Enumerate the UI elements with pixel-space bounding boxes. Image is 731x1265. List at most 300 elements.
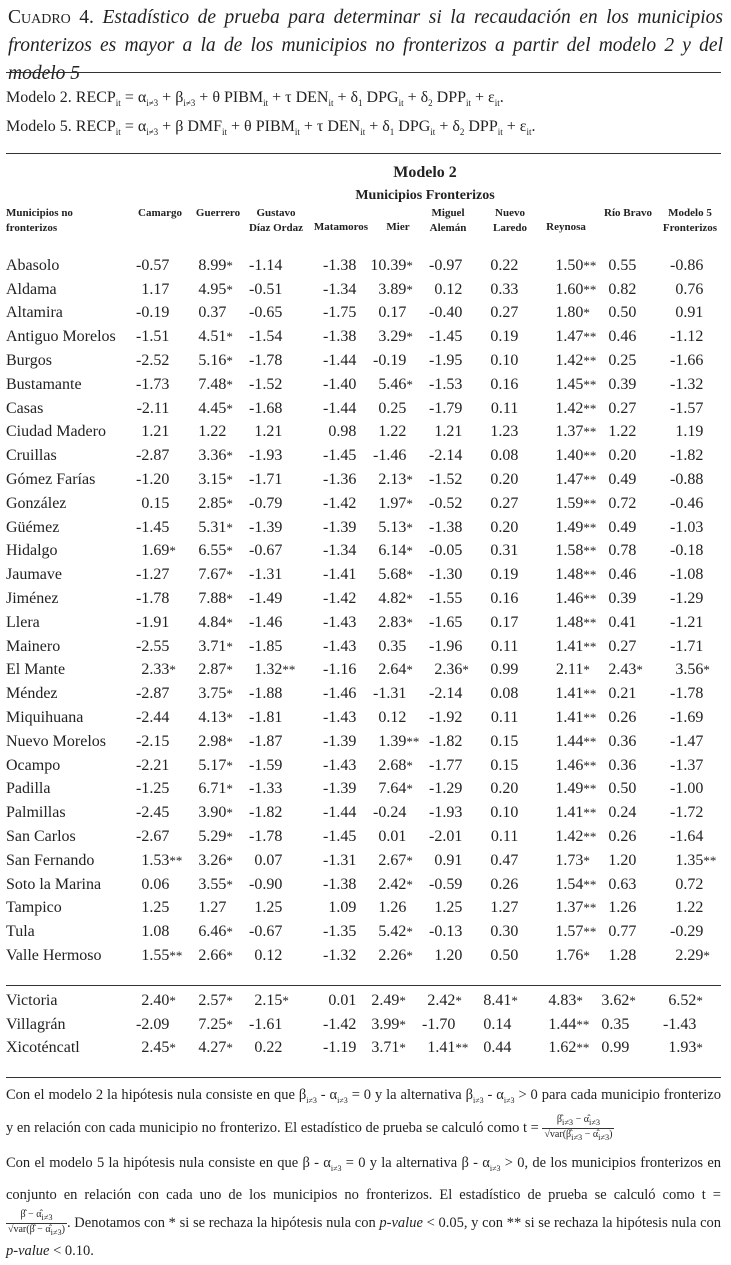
municipality-name: Villagrán: [6, 1015, 66, 1033]
stat-cell: 0.20: [490, 518, 519, 536]
stat-cell: 1.47**: [555, 471, 597, 489]
table-row: [6, 397, 717, 421]
stat-cell: 1.19: [675, 423, 704, 441]
municipality-name: Soto la Marina: [6, 875, 102, 893]
stat-cell: 6.55*: [198, 542, 233, 560]
stat-cell: 0.06: [141, 875, 170, 893]
stat-cell: -0.24: [373, 804, 407, 822]
stat-cell: -0.19: [136, 304, 170, 322]
stat-cell: -1.00: [670, 780, 704, 798]
stat-cell: -1.20: [136, 471, 170, 489]
stat-cell: -1.44: [323, 804, 357, 822]
stat-cell: -1.59: [249, 756, 283, 774]
stat-cell: 3.56*: [675, 661, 710, 679]
stat-cell: -1.42: [323, 590, 357, 608]
stat-cell: -1.29: [670, 590, 704, 608]
municipality-name: González: [6, 494, 67, 512]
stat-cell: -1.78: [249, 352, 283, 370]
stat-cell: 1.22: [608, 423, 637, 441]
stat-cell: 0.44: [483, 1039, 512, 1057]
stat-cell: 1.21: [141, 423, 170, 441]
stat-cell: 1.93*: [668, 1039, 703, 1057]
stat-cell: -1.85: [249, 637, 283, 655]
stat-cell: -1.91: [136, 613, 170, 631]
column-header: Modelo 5 Fronterizos: [662, 207, 718, 234]
stat-cell: -1.38: [323, 256, 357, 274]
stat-cell: 3.55*: [198, 875, 233, 893]
stat-cell: 2.98*: [198, 732, 233, 750]
column-header: Guerrero: [195, 207, 241, 219]
municipality-name: Ciudad Madero: [6, 423, 106, 441]
stat-cell: 0.39: [608, 375, 637, 393]
column-header: Mier: [386, 221, 410, 233]
stat-cell: 0.15: [490, 732, 519, 750]
table-row: [6, 801, 717, 825]
stat-cell: 1.32**: [254, 661, 296, 679]
municipality-name: San Fernando: [6, 851, 95, 869]
model-equations: [6, 86, 721, 144]
stat-cell: 1.37**: [555, 423, 597, 441]
stat-cell: 0.27: [608, 637, 637, 655]
stat-cell: -1.52: [249, 375, 283, 393]
stat-cell: 1.46**: [555, 590, 597, 608]
stat-cell: 2.87*: [198, 661, 233, 679]
table-row: [6, 563, 717, 587]
stat-cell: 2.40*: [141, 991, 176, 1009]
table-caption: [8, 4, 723, 88]
stat-cell: 1.26: [608, 899, 637, 917]
stat-cell: -0.59: [429, 875, 463, 893]
stat-cell: -0.29: [670, 923, 704, 941]
stat-cell: 1.57**: [555, 923, 597, 941]
stat-cell: -2.67: [136, 828, 170, 846]
stat-cell: -1.47: [670, 732, 704, 750]
municipality-name: Tula: [6, 923, 35, 941]
stat-cell: 4.83*: [548, 991, 583, 1009]
stat-cell: 0.07: [254, 851, 283, 869]
stat-cell: 1.55**: [141, 947, 183, 964]
stat-cell: -1.81: [249, 709, 283, 727]
stat-cell: -1.77: [429, 756, 463, 774]
stat-cell: -1.78: [136, 590, 170, 608]
stat-cell: 0.22: [254, 1039, 283, 1057]
stat-cell: -1.39: [323, 732, 357, 750]
stat-cell: 1.25: [254, 899, 283, 917]
table-row: [6, 349, 717, 373]
stat-cell: -1.71: [670, 637, 704, 655]
table-row: [6, 825, 717, 849]
column-header: Río Bravo: [604, 207, 652, 219]
stat-cell: 0.50: [490, 947, 519, 964]
stat-cell: 2.33*: [141, 661, 176, 679]
table-row: [6, 516, 717, 540]
stat-cell: 10.39*: [370, 256, 413, 274]
stat-cell: 8.99*: [198, 256, 233, 274]
stat-cell: 0.37: [198, 304, 227, 322]
stat-cell: 4.84*: [198, 613, 233, 631]
stat-cell: 2.26*: [378, 947, 413, 964]
stat-cell: -1.52: [429, 471, 463, 489]
municipality-name: Bustamante: [6, 375, 82, 393]
stat-cell: -0.57: [136, 256, 170, 274]
stat-cell: -1.42: [323, 494, 357, 512]
stat-cell: 0.46: [608, 566, 637, 584]
stat-cell: 1.20: [608, 851, 637, 869]
stat-cell: 0.50: [608, 304, 637, 322]
stat-cell: -1.40: [323, 375, 357, 393]
stat-cell: 3.90*: [198, 804, 233, 822]
municipality-name: Mainero: [6, 637, 61, 655]
stat-cell: -1.45: [136, 518, 170, 536]
stat-cell: -1.51: [136, 328, 170, 346]
stat-cell: -1.70: [422, 1015, 456, 1033]
stat-cell: 1.21: [254, 423, 283, 441]
municipality-name: Xicoténcatl: [6, 1039, 80, 1057]
stat-cell: 6.14*: [378, 542, 413, 560]
stat-cell: 2.83*: [378, 613, 413, 631]
stat-cell: 3.71*: [371, 1039, 406, 1057]
municipality-name: Tampico: [6, 899, 62, 917]
stat-cell: 1.54**: [555, 875, 597, 893]
stat-cell: 1.44**: [548, 1015, 590, 1033]
stat-cell: -1.95: [429, 352, 463, 370]
bottom-rule: [6, 1077, 721, 1078]
municipality-name: Valle Hermoso: [6, 947, 102, 964]
stat-cell: 0.08: [490, 685, 519, 703]
table-row: [6, 706, 717, 730]
stat-cell: 1.97*: [378, 494, 413, 512]
stat-cell: -1.93: [429, 804, 463, 822]
stat-cell: 1.59**: [555, 494, 597, 512]
stat-cell: -1.14: [249, 256, 283, 274]
stat-cell: 0.47: [490, 851, 519, 869]
stat-cell: 1.45**: [555, 375, 597, 393]
stat-cell: 7.48*: [198, 375, 233, 393]
footnote-model-5: Con el modelo 5 la hipótesis nula consiste en que $\beta - \alpha_{i\ne 3} = 0$ y la alternativa $\beta - \alpha_{i\ne 3} > 0$, de los municipios fronterizos en conjunto en relación con cada uno de los municipios no fronterizos. El estadístico de prueba se calculó como t = $\frac{\betâ - \alphâ_{i\ne 3}}{√var(\betâ - \alphâ_{i\ne 3})}$ . Denotamos con * si se rechaza la hipótesis nula con p-value < 0.05, y con ** si se rechaza la hipótesis nula con p-value < 0.10.: [6, 1155, 722, 1259]
table-row: [6, 944, 717, 968]
stat-cell: 0.33: [490, 280, 519, 298]
stat-cell: 1.49**: [555, 780, 597, 798]
top-rule: [6, 72, 721, 73]
stat-cell: -1.61: [249, 1015, 283, 1033]
stat-cell: -1.43: [323, 709, 357, 727]
stat-cell: 8.41*: [483, 991, 518, 1009]
stat-cell: 0.99: [490, 661, 519, 679]
stat-cell: 1.48**: [555, 613, 597, 631]
stat-cell: -0.13: [429, 923, 463, 941]
municipality-name: El Mante: [6, 661, 66, 679]
stat-cell: 0.31: [490, 542, 519, 560]
table-row: [6, 682, 717, 706]
stat-cell: 2.29*: [675, 947, 710, 964]
table-row: [6, 540, 717, 564]
stat-cell: -2.11: [136, 399, 170, 417]
stat-cell: -1.57: [670, 399, 704, 417]
stat-cell: 1.42**: [555, 828, 597, 846]
stat-cell: -1.92: [429, 709, 463, 727]
stat-cell: -1.78: [249, 828, 283, 846]
stat-cell: 0.27: [490, 494, 519, 512]
stat-cell: -0.51: [249, 280, 283, 298]
table-row: [6, 421, 717, 445]
stat-cell: 0.16: [490, 375, 519, 393]
stat-cell: -1.30: [429, 566, 463, 584]
stat-cell: 4.82*: [378, 590, 413, 608]
stat-cell: 0.76: [675, 280, 704, 298]
stat-cell: 0.21: [608, 685, 637, 703]
stat-cell: 0.72: [608, 494, 637, 512]
stat-cell: 5.68*: [378, 566, 413, 584]
stat-cell: 2.85*: [198, 494, 233, 512]
column-header: Reynosa: [546, 221, 586, 233]
stat-cell: 1.21: [434, 423, 463, 441]
stat-cell: 0.20: [490, 780, 519, 798]
stat-cell: -1.27: [136, 566, 170, 584]
stat-cell: -1.39: [323, 780, 357, 798]
stat-cell: 0.27: [608, 399, 637, 417]
stat-cell: -2.14: [429, 685, 463, 703]
stat-cell: 1.41**: [555, 685, 597, 703]
stat-cell: 2.66*: [198, 947, 233, 964]
stat-cell: -2.55: [136, 637, 170, 655]
stat-cell: 1.41**: [555, 804, 597, 822]
stat-cell: 7.67*: [198, 566, 233, 584]
municipality-name: Jiménez: [6, 590, 59, 608]
stat-cell: -1.79: [429, 399, 463, 417]
stat-cell: 0.19: [490, 566, 519, 584]
stat-cell: -2.87: [136, 447, 170, 465]
stat-cell: 4.45*: [198, 399, 233, 417]
column-header: Nuevo Laredo: [492, 207, 528, 234]
table-row: [6, 873, 717, 897]
stat-cell: 5.13*: [378, 518, 413, 536]
stat-cell: 1.22: [675, 899, 704, 917]
stat-cell: -1.16: [323, 661, 357, 679]
table-row: [6, 325, 717, 349]
column-header: Camargo: [138, 207, 182, 219]
stat-cell: 0.55: [608, 256, 637, 274]
stat-cell: 1.73*: [555, 851, 590, 869]
stat-cell: -1.44: [323, 399, 357, 417]
municipality-name: Hidalgo: [6, 542, 58, 560]
stat-cell: 0.14: [483, 1015, 512, 1033]
stat-cell: -1.39: [323, 518, 357, 536]
stat-cell: 1.76*: [555, 947, 590, 964]
stat-cell: -0.90: [249, 875, 283, 893]
stat-cell: -1.71: [249, 471, 283, 489]
stat-cell: 5.46*: [378, 375, 413, 393]
stat-cell: -1.25: [136, 780, 170, 798]
table-row: [6, 920, 717, 944]
stat-cell: -0.79: [249, 494, 283, 512]
stat-cell: 1.42**: [555, 352, 597, 370]
stat-cell: 0.08: [490, 447, 519, 465]
stat-cell: -1.19: [323, 1039, 357, 1057]
stat-cell: -1.36: [323, 471, 357, 489]
stat-cell: 0.98: [328, 423, 357, 441]
stat-cell: 4.51*: [198, 328, 233, 346]
stat-cell: 6.52*: [668, 991, 703, 1009]
stat-cell: 1.47**: [555, 328, 597, 346]
stat-cell: -1.31: [323, 851, 357, 869]
stat-cell: -0.05: [429, 542, 463, 560]
table-row: [6, 302, 717, 326]
stat-cell: 1.41**: [555, 709, 597, 727]
stat-cell: 0.50: [608, 780, 637, 798]
stat-cell: 3.29*: [378, 328, 413, 346]
stat-cell: -1.46: [323, 685, 357, 703]
stat-cell: 0.99: [601, 1039, 630, 1057]
stat-cell: 2.64*: [378, 661, 413, 679]
stat-cell: -1.38: [429, 518, 463, 536]
municipality-name: Abasolo: [6, 256, 60, 274]
municipality-name: Padilla: [6, 780, 51, 798]
table-row: [6, 730, 717, 754]
municipality-name: Palmillas: [6, 804, 66, 822]
stat-cell: 2.36*: [434, 661, 469, 679]
stat-cell: -1.42: [323, 1015, 357, 1033]
data-table-main: [6, 254, 717, 968]
stat-cell: 1.26: [378, 899, 407, 917]
table-row: [6, 635, 717, 659]
stat-cell: -1.37: [670, 756, 704, 774]
table-row: [6, 444, 717, 468]
municipality-name: Casas: [6, 399, 44, 417]
stat-cell: 7.25*: [198, 1015, 233, 1033]
stat-cell: 0.01: [328, 991, 357, 1009]
stat-cell: 0.12: [254, 947, 283, 964]
stat-cell: 0.19: [490, 328, 519, 346]
stat-cell: -0.88: [670, 471, 704, 489]
stat-cell: 2.42*: [378, 875, 413, 893]
stat-cell: 7.64*: [378, 780, 413, 798]
stat-cell: -0.40: [429, 304, 463, 322]
stat-cell: -1.43: [323, 613, 357, 631]
stat-cell: -1.46: [249, 613, 283, 631]
stat-cell: 0.01: [378, 828, 407, 846]
mid-rule: [6, 153, 721, 154]
stat-cell: 0.11: [490, 709, 519, 727]
stat-cell: 6.71*: [198, 780, 233, 798]
stat-cell: -1.35: [323, 923, 357, 941]
stat-cell: 4.95*: [198, 280, 233, 298]
stat-cell: -1.39: [249, 518, 283, 536]
table-row: [6, 468, 717, 492]
stat-cell: -2.15: [136, 732, 170, 750]
model-heading: Modelo 2: [393, 164, 457, 181]
stat-cell: -0.18: [670, 542, 704, 560]
stat-cell: -1.68: [249, 399, 283, 417]
stat-cell: 2.11*: [555, 661, 590, 679]
stat-cell: 3.71*: [198, 637, 233, 655]
stat-cell: 0.26: [608, 709, 637, 727]
stat-cell: 1.50**: [555, 256, 597, 274]
stat-cell: 0.41: [608, 613, 637, 631]
stat-cell: 0.35: [378, 637, 407, 655]
stat-cell: 2.67*: [378, 851, 413, 869]
stat-cell: 1.41**: [555, 637, 597, 655]
stat-cell: -1.45: [429, 328, 463, 346]
stat-cell: -1.55: [429, 590, 463, 608]
group-rule: [6, 985, 721, 986]
stat-cell: 0.63: [608, 875, 637, 893]
stat-cell: -1.44: [323, 352, 357, 370]
test-statistic-formula-1: $\frac{\betâ_{i\ne 3} - \alphâ_{i\ne 3}}{√var(\betâ_{i\ne 3} - \alphâ_{i\ne 3})}$: [544, 1113, 613, 1142]
stat-cell: 0.36: [608, 732, 637, 750]
stat-cell: -1.34: [323, 280, 357, 298]
table-row: [6, 587, 717, 611]
stat-cell: 3.75*: [198, 685, 233, 703]
stat-cell: 2.49*: [371, 991, 406, 1009]
stat-cell: 0.12: [434, 280, 463, 298]
table-row: [6, 1013, 710, 1037]
stat-cell: 1.69*: [141, 542, 176, 560]
stat-cell: 1.48**: [555, 566, 597, 584]
stat-cell: 5.16*: [198, 352, 233, 370]
stat-cell: -0.46: [670, 494, 704, 512]
municipality-name: Llera: [6, 613, 40, 631]
stat-cell: -1.08: [670, 566, 704, 584]
footnote-model-2: Con el modelo 2 la hipótesis nula consiste en que $\beta_{i\ne 3} - \alpha_{i\ne 3} = 0$ y la alternativa $\beta_{i\ne 3} - \alpha_{i\ne 3} > 0$ para cada municipio fronterizo y en relación con cada municipio no fronterizo. El estadístico de prueba se calculó como t = $\frac{\betâ_{i\ne 3} - \alphâ_{i\ne 3}}{√var(\betâ_{i\ne 3} - \alphâ_{i\ne 3})}$: [6, 1087, 721, 1142]
stat-cell: 3.36*: [198, 447, 233, 465]
stat-cell: -1.82: [249, 804, 283, 822]
stat-cell: -1.93: [249, 447, 283, 465]
stat-cell: -0.97: [429, 256, 463, 274]
stat-cell: -1.21: [670, 613, 704, 631]
stat-cell: 0.20: [490, 471, 519, 489]
stat-cell: 0.15: [490, 756, 519, 774]
table-row: [6, 1037, 710, 1061]
stat-cell: 0.24: [608, 804, 637, 822]
stat-cell: -1.78: [670, 685, 704, 703]
municipality-name: Burgos: [6, 352, 52, 370]
stat-cell: -1.73: [136, 375, 170, 393]
stat-cell: -1.53: [429, 375, 463, 393]
stat-cell: -2.01: [429, 828, 463, 846]
table-row: [6, 254, 717, 278]
stat-cell: -1.38: [323, 875, 357, 893]
stat-cell: 1.23: [490, 423, 519, 441]
stat-cell: 1.60**: [555, 280, 597, 298]
stat-cell: -1.87: [249, 732, 283, 750]
stat-cell: -1.03: [670, 518, 704, 536]
table-row: [6, 778, 717, 802]
stat-cell: 6.46*: [198, 923, 233, 941]
stat-cell: 5.42*: [378, 923, 413, 941]
stat-cell: -1.29: [429, 780, 463, 798]
stat-cell: -2.52: [136, 352, 170, 370]
stat-cell: 0.49: [608, 518, 637, 536]
stat-cell: 0.11: [490, 828, 519, 846]
stat-cell: -1.69: [670, 709, 704, 727]
municipality-name: San Carlos: [6, 828, 76, 846]
stat-cell: 4.27*: [198, 1039, 233, 1057]
table-row: [6, 754, 717, 778]
stat-cell: 1.22: [198, 423, 227, 441]
stat-cell: 2.45*: [141, 1039, 176, 1057]
stat-cell: -1.43: [323, 756, 357, 774]
stat-cell: 1.44**: [555, 732, 597, 750]
stat-cell: 1.27: [490, 899, 519, 917]
stat-cell: -1.46: [373, 447, 407, 465]
municipality-name: Antiguo Morelos: [6, 328, 116, 346]
test-statistic-formula-2: $\frac{\betâ - \alphâ_{i\ne 3}}{√var(\betâ - \alphâ_{i\ne 3})}$: [8, 1208, 65, 1237]
municipality-name: Gómez Farías: [6, 471, 96, 489]
stat-cell: 0.17: [490, 613, 519, 631]
stat-cell: 0.11: [490, 399, 519, 417]
stat-cell: 2.13*: [378, 471, 413, 489]
data-table-secondary: [6, 989, 710, 1060]
